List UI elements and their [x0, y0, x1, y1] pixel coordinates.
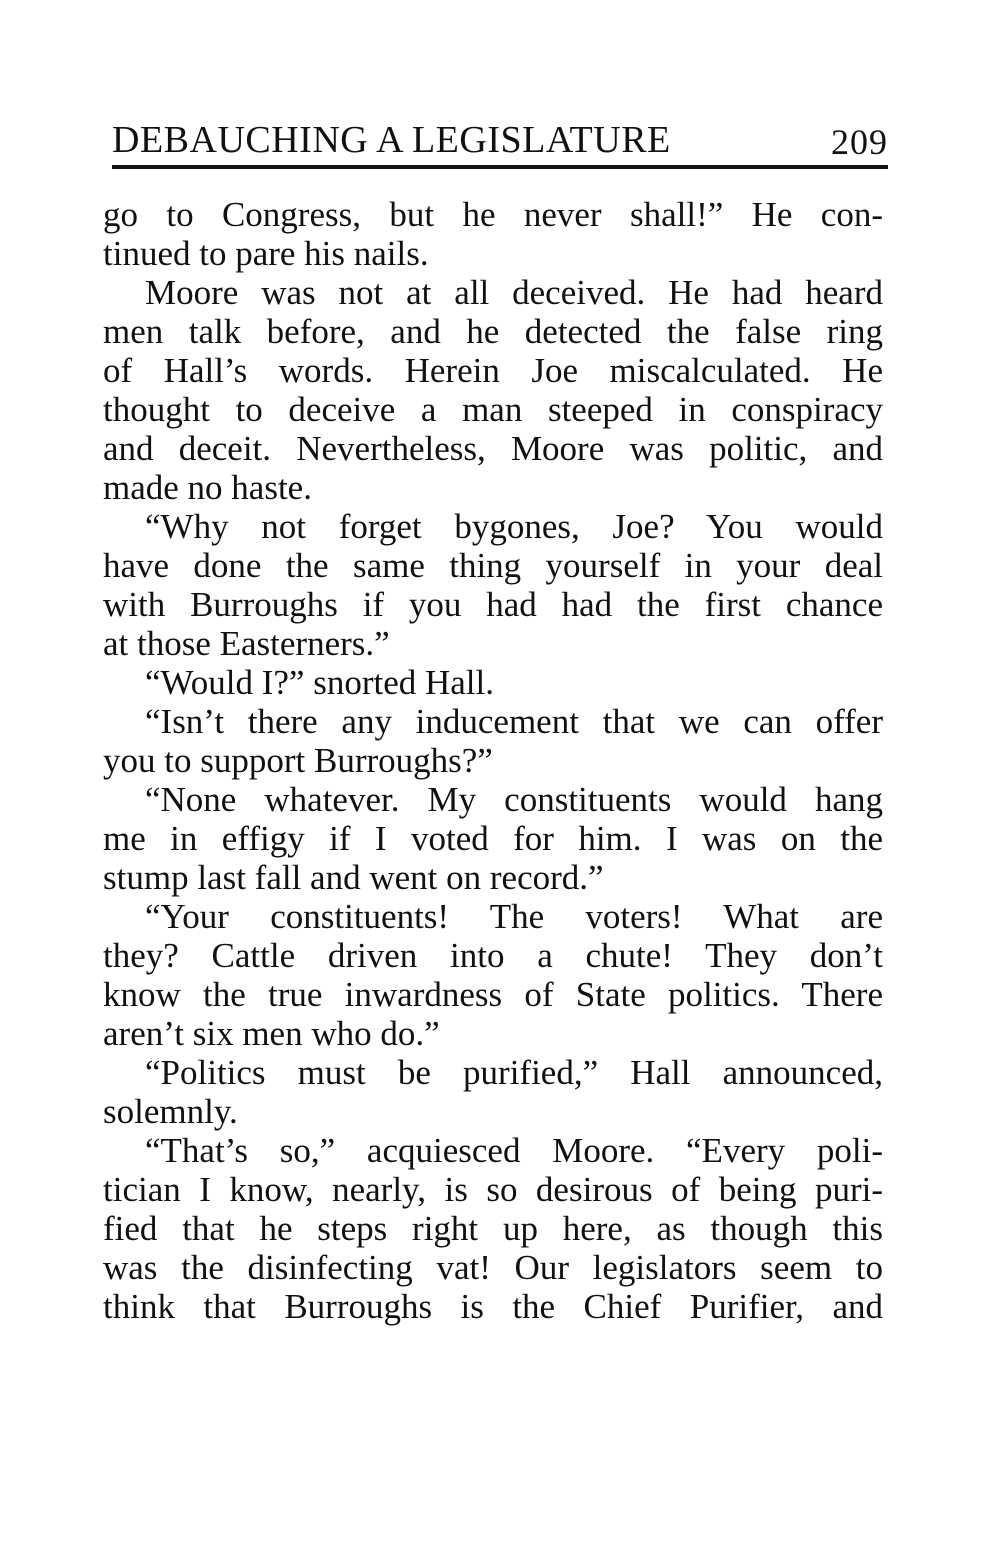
- text-line: of Hall’s words. Herein Joe miscalculated. He: [103, 351, 883, 390]
- text-line: “Why not forget bygones, Joe? You would: [145, 507, 883, 546]
- text-line: me in effigy if I voted for him. I was on the: [103, 819, 883, 858]
- text-line: men talk before, and he detected the false ring: [103, 312, 883, 351]
- page-number: 209: [831, 122, 888, 162]
- text-line: you to support Burroughs?”: [103, 741, 493, 780]
- text-line: go to Congress, but he never shall!” He con-: [103, 195, 883, 234]
- text-line: fied that he steps right up here, as though this: [103, 1209, 883, 1248]
- text-line: stump last fall and went on record.”: [103, 858, 604, 897]
- text-line: made no haste.: [103, 468, 312, 507]
- text-line: was the disinfecting vat! Our legislators seem to: [103, 1248, 883, 1287]
- header-rule: [112, 165, 888, 169]
- text-line: aren’t six men who do.”: [103, 1014, 440, 1053]
- text-line: know the true inwardness of State politics. There: [103, 975, 883, 1014]
- text-line: and deceit. Nevertheless, Moore was politic, and: [103, 429, 883, 468]
- text-line: “Politics must be purified,” Hall announced,: [145, 1053, 883, 1092]
- page-header: [112, 112, 888, 162]
- text-line: “Would I?” snorted Hall.: [145, 663, 495, 702]
- text-line: “That’s so,” acquiesced Moore. “Every poli-: [145, 1131, 883, 1170]
- text-line: Moore was not at all deceived. He had heard: [145, 273, 883, 312]
- text-line: at those Easterners.”: [103, 624, 390, 663]
- text-line: have done the same thing yourself in your deal: [103, 546, 883, 585]
- text-line: “Your constituents! The voters! What are: [145, 897, 883, 936]
- text-line: tinued to pare his nails.: [103, 234, 429, 273]
- text-line: think that Burroughs is the Chief Purifier, and: [103, 1287, 883, 1326]
- running-title: DEBAUCHING A LEGISLATURE: [112, 119, 671, 161]
- text-line: “None whatever. My constituents would hang: [145, 780, 883, 819]
- text-line: “Isn’t there any inducement that we can offer: [145, 702, 883, 741]
- text-line: solemnly.: [103, 1092, 238, 1131]
- text-line: tician I know, nearly, is so desirous of being puri-: [103, 1170, 883, 1209]
- body-text: [103, 195, 883, 1326]
- text-line: with Burroughs if you had had the first chance: [103, 585, 883, 624]
- text-line: thought to deceive a man steeped in conspiracy: [103, 390, 883, 429]
- text-line: they? Cattle driven into a chute! They don’t: [103, 936, 883, 975]
